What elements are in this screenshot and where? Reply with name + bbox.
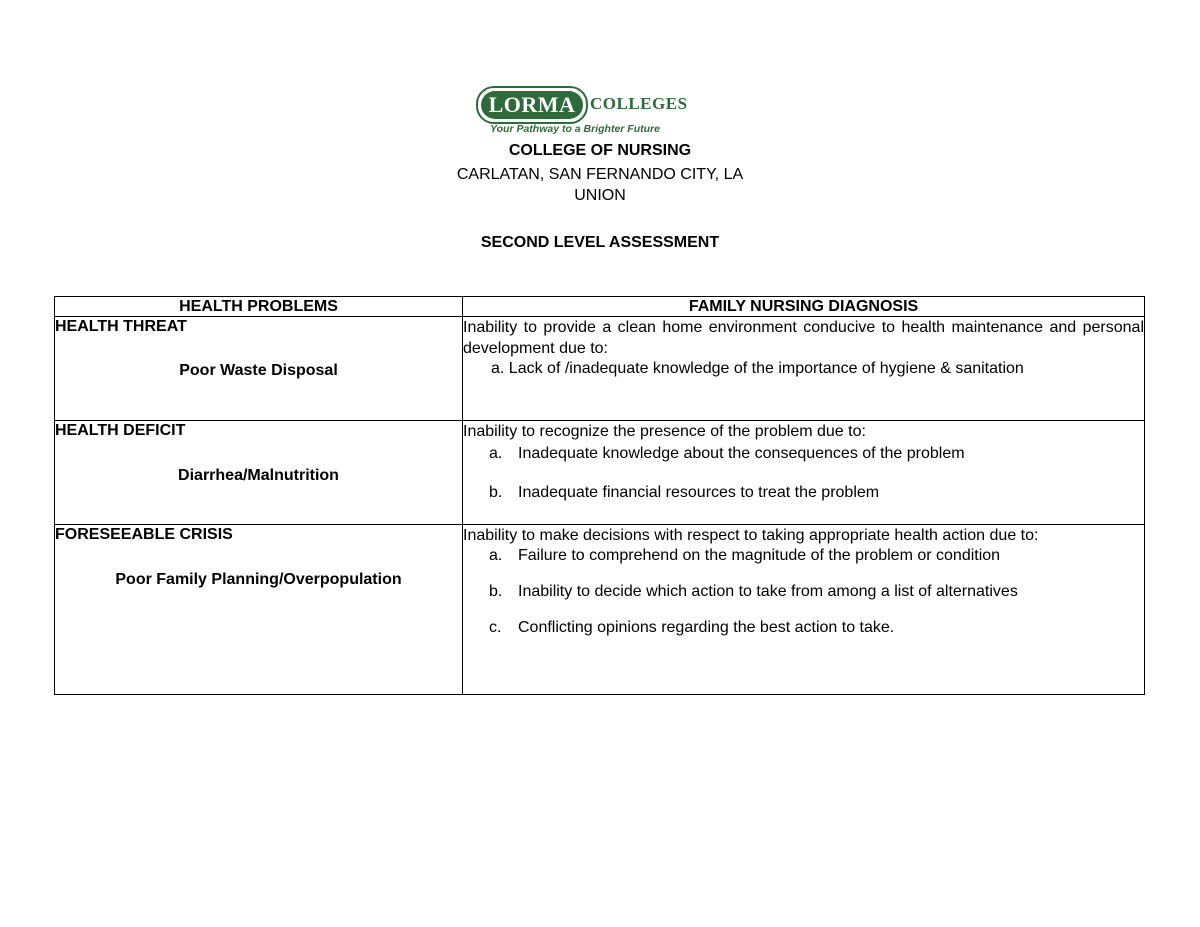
item-text: Failure to comprehend on the magnitude of the problem or condition [518,547,1001,564]
assessment-table [54,296,1145,695]
diagnosis-cell [463,525,1145,695]
address-line-1: CARLATAN, SAN FERNANDO CITY, LA [456,166,744,183]
problem-name: Poor Family Planning/Overpopulation [115,571,402,588]
list-item [491,359,1144,379]
item-marker: b. [489,583,503,600]
cause-list [463,359,1144,379]
logo-tagline: Your Pathway to a Brighter Future [490,123,660,135]
health-problem-cell [55,421,463,525]
item-marker: a. [489,547,503,564]
diagnosis-cell [463,421,1145,525]
diagnosis-text: Inability to provide a clean home environment conducive to health maintenance and personal development due to: [463,319,1144,357]
item-marker: b. [489,484,503,501]
document-title: SECOND LEVEL ASSESSMENT [480,234,720,251]
lorma-colleges-logo [474,84,704,138]
problem-name: Diarrhea/Malnutrition [178,467,339,484]
logo-pill [476,86,588,124]
logo-suffix: COLLEGES [590,94,688,113]
item-text: Inadequate knowledge about the consequences of the problem [518,445,965,462]
list-item [489,618,1144,638]
list-item [489,582,1144,602]
item-text: Inability to decide which action to take from among a list of alternatives [518,583,1018,600]
problem-name: Poor Waste Disposal [179,362,338,379]
item-marker: a. [491,360,505,377]
item-text: Conflicting opinions regarding the best action to take. [518,619,895,636]
item-marker: c. [489,619,502,636]
address-line-2: UNION [574,187,626,204]
cause-list [463,444,1144,503]
problem-category: HEALTH DEFICIT [55,422,186,439]
item-text: Lack of /inadequate knowledge of the importance of hygiene & sanitation [508,360,1024,377]
diagnosis-text: Inability to make decisions with respect to taking appropriate health action due to: [463,527,1039,544]
diagnosis-cell [463,317,1145,421]
college-name: COLLEGE OF NURSING [508,142,692,159]
header-family-nursing-diagnosis: FAMILY NURSING DIAGNOSIS [463,297,1145,317]
table-header-row [55,297,1145,317]
problem-category: FORESEEABLE CRISIS [55,526,233,543]
cause-list [463,546,1144,638]
diagnosis-text: Inability to recognize the presence of the problem due to: [463,423,866,440]
item-text: Inadequate financial resources to treat the problem [518,484,880,501]
list-item [489,444,1144,464]
list-item [489,483,1144,503]
header-health-problems: HEALTH PROBLEMS [55,297,463,317]
health-problem-cell [55,317,463,421]
health-problem-cell [55,525,463,695]
list-item [489,546,1144,566]
item-marker: a. [489,445,503,462]
table-row [55,525,1145,695]
table-row [55,421,1145,525]
problem-category: HEALTH THREAT [55,318,187,335]
table-row [55,317,1145,421]
logo-brand: LORMA [488,92,576,117]
